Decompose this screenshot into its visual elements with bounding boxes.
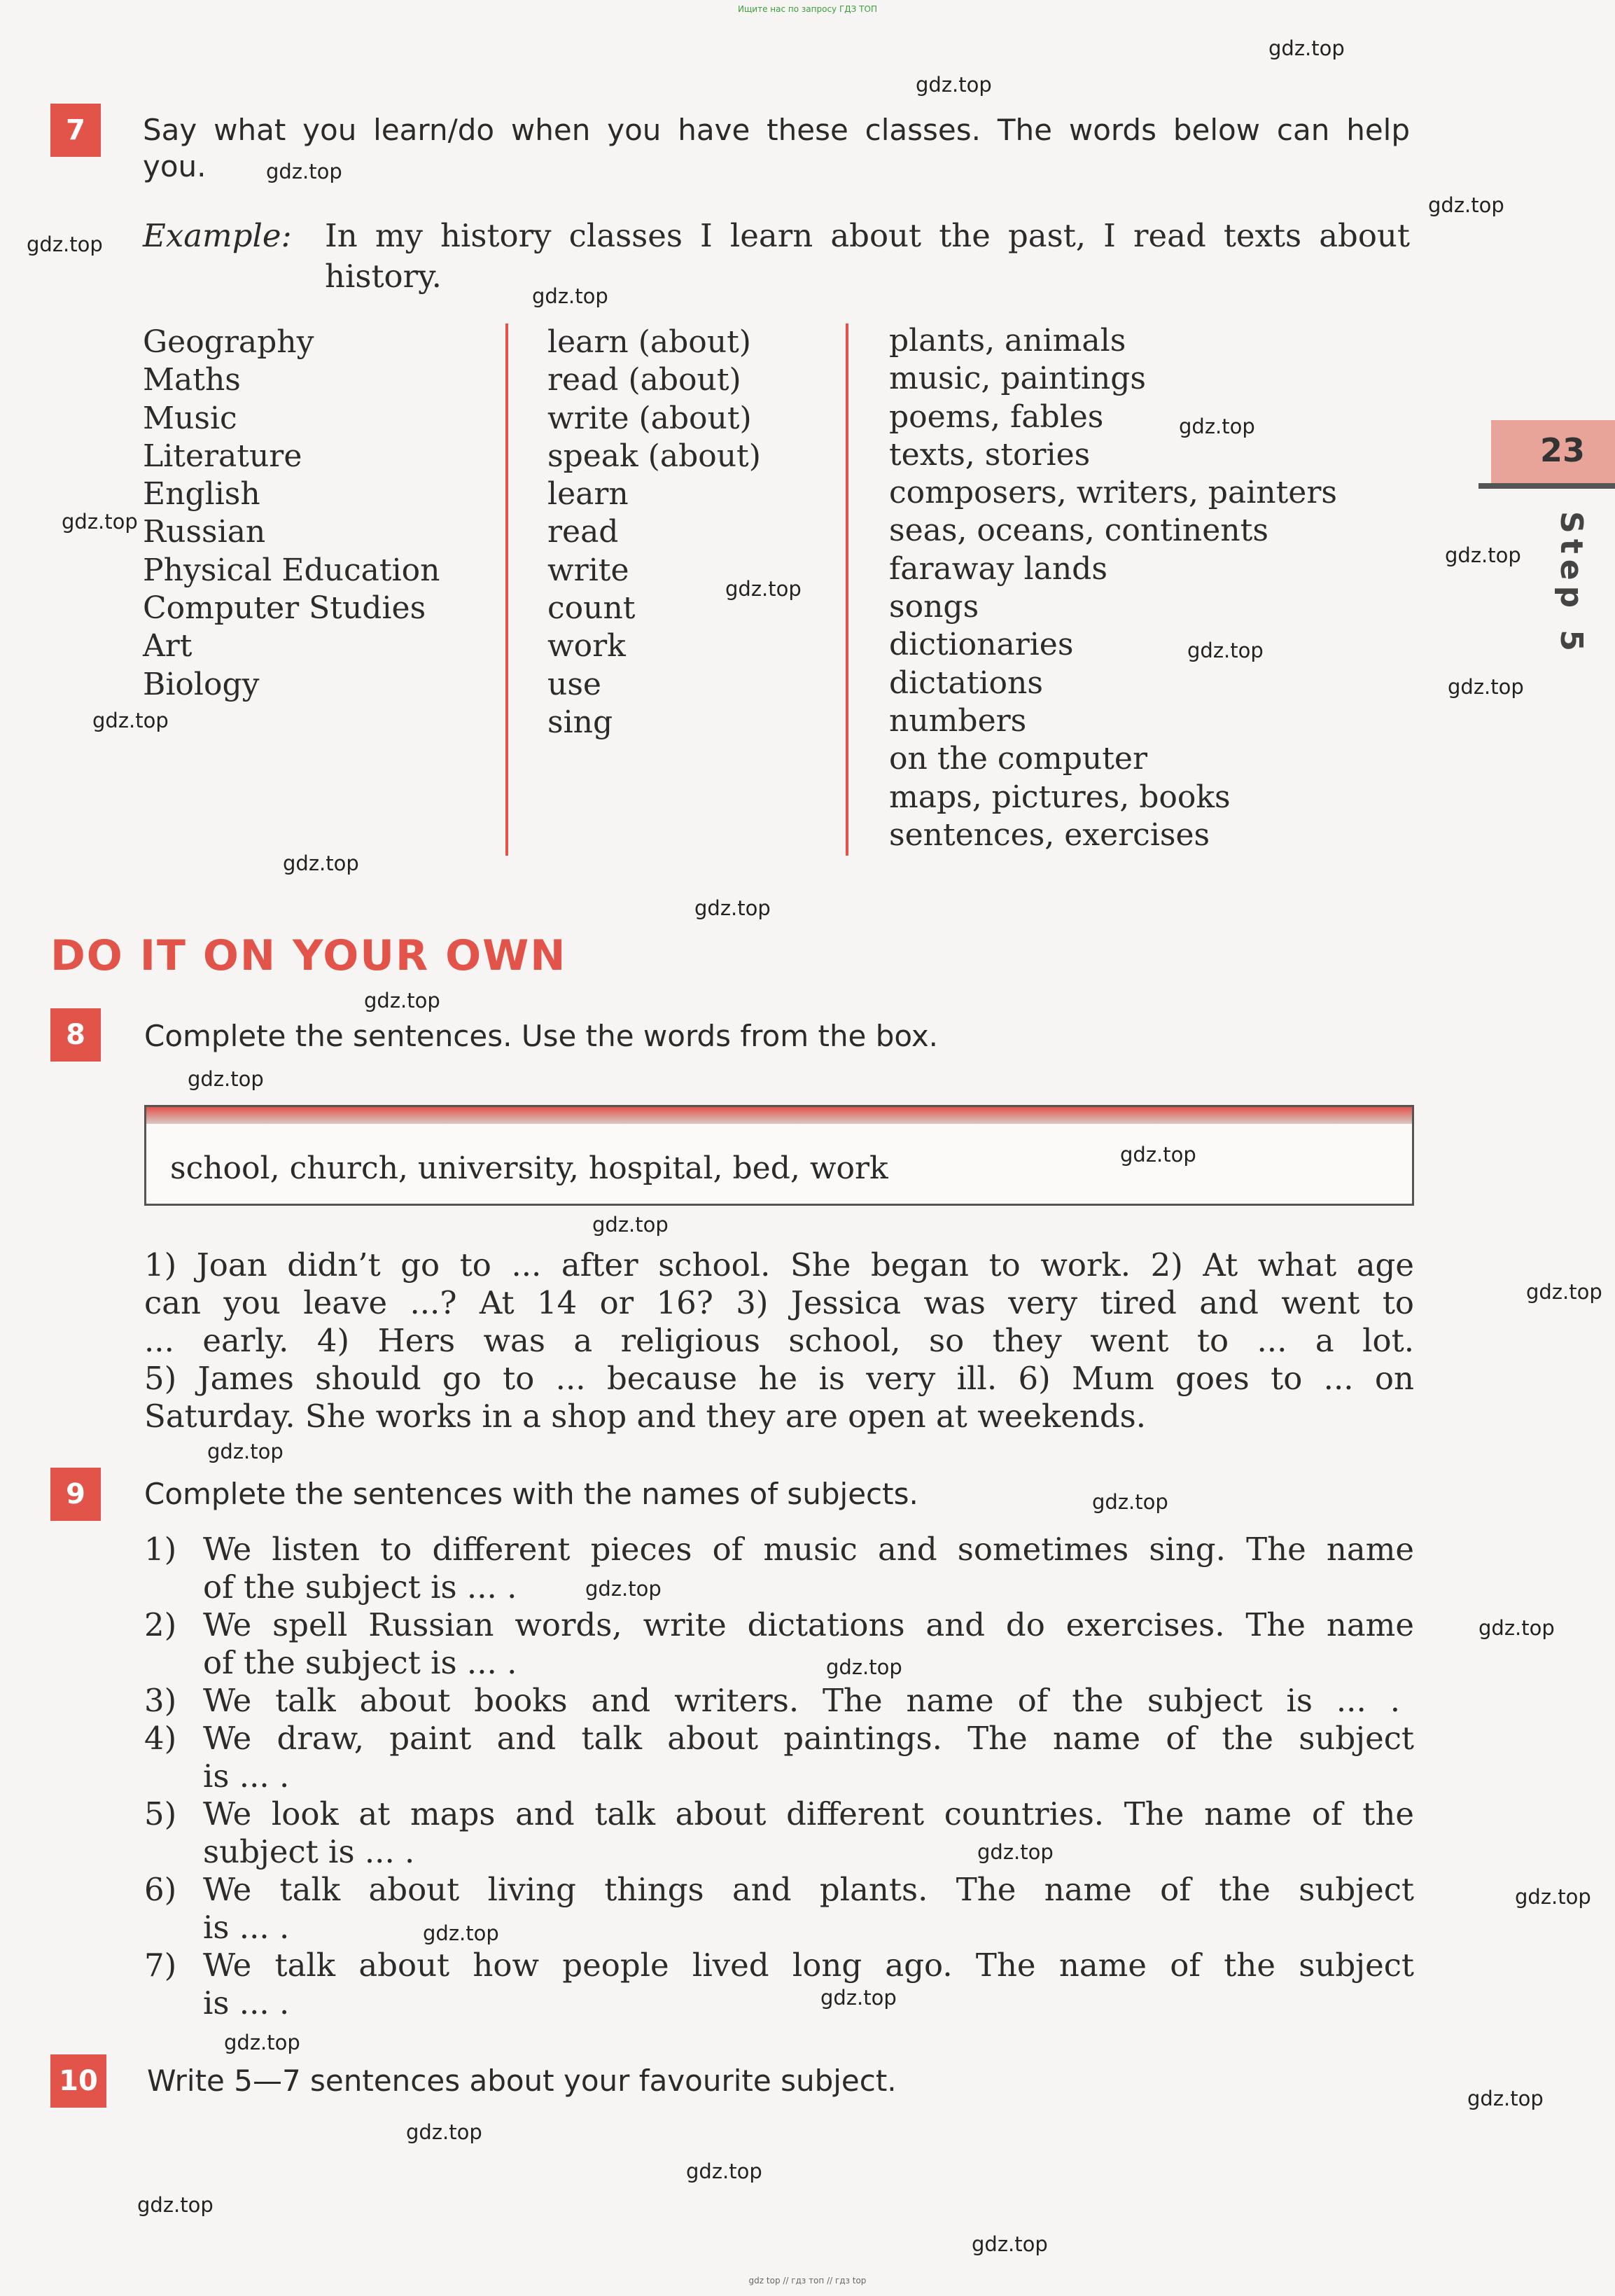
watermark: gdz.top [92, 709, 169, 732]
watermark: gdz.top [1445, 543, 1521, 567]
subject-item: Maths [143, 362, 241, 398]
watermark: gdz.top [1478, 1616, 1555, 1640]
exercise-7-badge: 7 [50, 104, 101, 157]
header-note: Ищите нас по запросу ГДЗ ТОП [738, 4, 877, 14]
example-line1: In my history classes I learn about the past, I read texts about [325, 217, 1410, 254]
exercise-9-item-line: is ... . [203, 1984, 290, 2022]
watermark: gdz.top [1467, 2087, 1544, 2110]
example-line2: history. [325, 258, 442, 295]
verb-item: read (about) [547, 362, 741, 398]
exercise-9-item-line: We talk about living things and plants. The name of the subject [203, 1871, 1414, 1908]
watermark: gdz.top [972, 2232, 1048, 2256]
object-item: seas, oceans, continents [889, 513, 1268, 549]
subject-item: Computer Studies [143, 590, 426, 627]
example-label: Example: [143, 217, 292, 254]
watermark: gdz.top [1428, 193, 1504, 217]
footer-note: gdz top // гдз топ // гдз top [748, 2276, 867, 2285]
verb-item: write (about) [547, 400, 752, 436]
verb-item: learn [547, 476, 629, 513]
word-box-header [146, 1107, 1412, 1124]
page-tab-rule [1478, 483, 1615, 489]
verb-item: speak (about) [547, 438, 761, 474]
subject-item: English [143, 476, 260, 513]
verb-item: read [547, 514, 619, 550]
exercise-9-item-line: subject is ... . [203, 1833, 415, 1870]
exercise-9-item-line: We draw, paint and talk about paintings. The name of the subject [203, 1720, 1414, 1757]
watermark: gdz.top [1092, 1490, 1168, 1514]
watermark: gdz.top [1515, 1885, 1591, 1909]
verbs-column [547, 323, 761, 742]
objects-column [889, 322, 1337, 854]
exercise-9-item-line: We look at maps and talk about different countries. The name of the [203, 1795, 1414, 1832]
page-number: 23 [1540, 431, 1586, 469]
watermark: gdz.top [27, 232, 103, 256]
exercise-9-instruction: Complete the sentences with the names of subjects. [144, 1477, 918, 1511]
exercise-8-line: Saturday. She works in a shop and they are open at weekends. [144, 1398, 1147, 1435]
step-label: Step 5 [1553, 511, 1589, 657]
exercise-9-item-line: We listen to different pieces of music and sometimes sing. The name [203, 1531, 1414, 1568]
object-item: on the computer [889, 741, 1147, 777]
word-box-words: school, church, university, hospital, bed, work [170, 1150, 888, 1186]
verb-item: count [547, 590, 636, 627]
watermark: gdz.top [406, 2120, 482, 2144]
exercise-8-line: 5) James should go to ... because he is very ill. 6) Mum goes to ... on [144, 1360, 1414, 1397]
exercise-9-item-number: 2) [144, 1606, 177, 1643]
object-item: music, paintings [889, 361, 1146, 397]
exercise-9-item-line: of the subject is ... . [203, 1568, 517, 1606]
watermark: gdz.top [423, 1921, 499, 1945]
exercise-9-item-number: 3) [144, 1682, 177, 1719]
watermark: gdz.top [694, 896, 771, 920]
object-item: numbers [889, 702, 1027, 739]
watermark: gdz.top [1187, 639, 1264, 662]
object-item: poems, fables [889, 398, 1104, 435]
exercise-9-item-number: 4) [144, 1720, 177, 1757]
exercise-9-item-line: We spell Russian words, write dictations and do exercises. The name [203, 1606, 1414, 1643]
exercise-8-instruction: Complete the sentences. Use the words from the box. [144, 1019, 939, 1053]
exercise-8-line: 1) Joan didn’t go to ... after school. She began to work. 2) At what age [144, 1246, 1414, 1283]
exercise-7-instruction-line2: you. [143, 149, 207, 183]
watermark: gdz.top [686, 2159, 762, 2183]
watermark: gdz.top [725, 577, 802, 601]
watermark: gdz.top [224, 2031, 300, 2054]
subject-item: Physical Education [143, 552, 440, 588]
watermark: gdz.top [1448, 675, 1524, 699]
object-item: composers, writers, painters [889, 475, 1337, 511]
watermark: gdz.top [592, 1213, 669, 1237]
watermark: gdz.top [266, 160, 342, 183]
watermark: gdz.top [62, 510, 138, 534]
watermark: gdz.top [1120, 1143, 1196, 1167]
exercise-9-item-number: 5) [144, 1795, 177, 1832]
verb-item: write [547, 552, 629, 588]
verb-item: use [547, 666, 601, 702]
subjects-column [143, 323, 440, 704]
exercise-8-line: can you leave ...? At 14 or 16? 3) Jessica was very tired and went to [144, 1284, 1414, 1321]
exercise-8-badge: 8 [50, 1008, 101, 1062]
verb-item: sing [547, 704, 613, 740]
watermark: gdz.top [1526, 1280, 1602, 1304]
exercise-9-item-line: We talk about books and writers. The name of the subject is ... . [203, 1682, 1400, 1719]
watermark: gdz.top [916, 73, 992, 97]
exercise-7-instruction-line1: Say what you learn/do when you have these classes. The words below can help [143, 113, 1410, 147]
exercise-9-item-line: is ... . [203, 1909, 290, 1946]
watermark: gdz.top [137, 2193, 214, 2217]
object-item: dictations [889, 665, 1043, 701]
watermark: gdz.top [977, 1840, 1054, 1864]
subject-item: Biology [143, 666, 260, 702]
exercise-9-item-line: of the subject is ... . [203, 1644, 517, 1681]
subject-item: Literature [143, 438, 302, 474]
watermark: gdz.top [188, 1067, 264, 1091]
subject-item: Geography [143, 324, 314, 360]
subject-item: Music [143, 400, 237, 436]
exercise-9-item-line: is ... . [203, 1758, 290, 1795]
verb-item: learn (about) [547, 324, 751, 360]
watermark: gdz.top [1268, 36, 1345, 60]
watermark: gdz.top [532, 284, 608, 308]
exercise-10-badge: 10 [50, 2054, 106, 2108]
section-title: DO IT ON YOUR OWN [50, 931, 567, 980]
object-item: faraway lands [889, 550, 1107, 587]
exercise-9-item-number: 7) [144, 1947, 177, 1984]
subject-item: Russian [143, 514, 266, 550]
word-box [144, 1105, 1414, 1206]
watermark: gdz.top [820, 1986, 897, 2010]
exercise-9-item-number: 6) [144, 1871, 177, 1908]
subject-item: Art [143, 628, 193, 665]
exercise-8-line: ... early. 4) Hers was a religious school, so they went to ... a lot. [144, 1322, 1414, 1359]
verb-item: work [547, 628, 626, 665]
exercise-9-item-number: 1) [144, 1531, 177, 1568]
watermark: gdz.top [826, 1655, 902, 1679]
exercise-10-instruction: Write 5—7 sentences about your favourite subject. [147, 2064, 897, 2098]
object-item: texts, stories [889, 436, 1091, 473]
exercise-9-item-line: We talk about how people lived long ago. The name of the subject [203, 1947, 1414, 1984]
object-item: songs [889, 589, 979, 625]
column-divider [505, 323, 508, 856]
watermark: gdz.top [207, 1440, 284, 1463]
watermark: gdz.top [364, 989, 440, 1013]
object-item: dictionaries [889, 627, 1074, 663]
object-item: plants, animals [889, 323, 1126, 359]
column-divider [846, 323, 848, 856]
watermark: gdz.top [1179, 415, 1255, 438]
watermark: gdz.top [585, 1577, 662, 1601]
object-item: sentences, exercises [889, 816, 1210, 853]
exercise-9-badge: 9 [50, 1468, 101, 1521]
object-item: maps, pictures, books [889, 779, 1231, 815]
watermark: gdz.top [283, 851, 359, 875]
